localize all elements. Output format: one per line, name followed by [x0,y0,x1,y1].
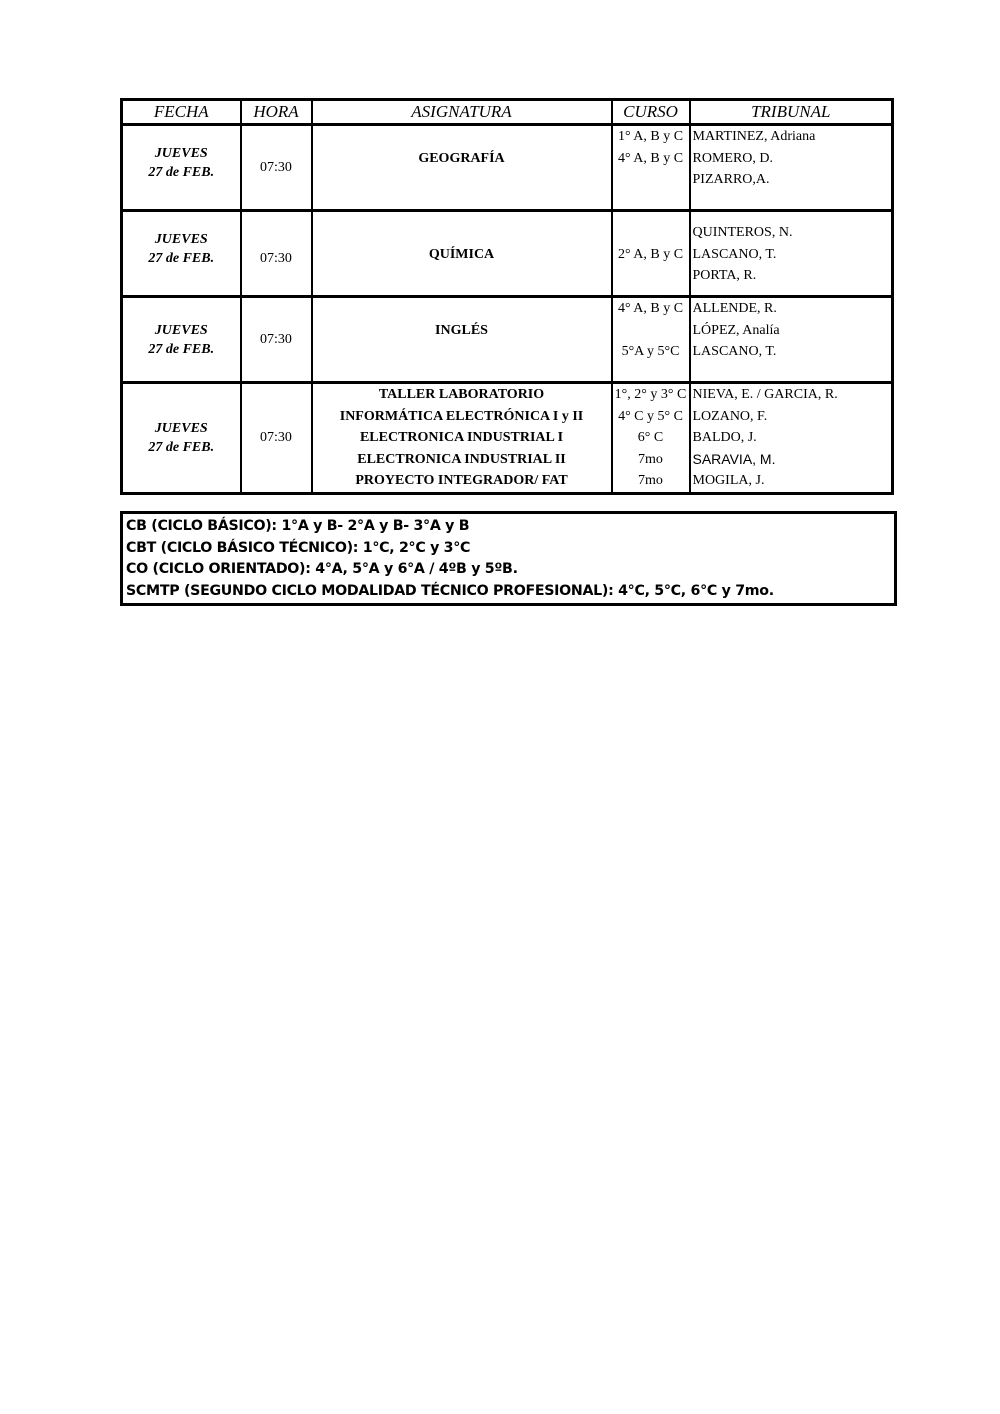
hora-cell: 07:30 [241,297,312,383]
tribunal-line: PORTA, R. [692,268,757,283]
table-row [122,125,893,211]
tribunal-line: ROMERO, D. [692,150,774,166]
tribunal-line: LASCANO, T. [692,344,777,359]
legend-line-scmtp: SCMTP (SEGUNDO CICLO MODALIDAD TÉCNICO PROFESIONAL): 4°C, 5°C, 6°C y 7mo. [126,582,774,599]
exam-schedule-table [120,98,894,495]
fecha-date: 27 de FEB. [148,164,215,180]
header-tribunal: TRIBUNAL [690,100,893,125]
curso-cell [612,297,690,383]
hora-value: 07:30 [260,250,292,266]
fecha-cell [122,211,241,297]
curso-cell [612,383,690,494]
curso-line: 5°A y 5°C [621,344,680,359]
tribunal-line: LASCANO, T. [692,246,777,262]
curso-line [613,265,689,287]
tribunal-line: PIZARRO,A. [692,172,770,187]
asignatura-line [313,222,611,244]
tribunal-line: LOZANO, F. [692,408,768,424]
legend-line-co: CO (CICLO ORIENTADO): 4°A, 5°A y 6°A / 4ºB y 5ºB. [126,561,518,577]
fecha-date: 27 de FEB. [148,250,215,266]
asignatura-line: ELECTRONICA INDUSTRIAL II [357,451,566,467]
asignatura-line [313,169,611,191]
fecha-cell [122,383,241,494]
tribunal-line: SARAVIA, M. [692,450,776,467]
table-row [122,297,893,383]
hora-cell [241,211,312,297]
hora-cell: 07:30 [241,125,312,211]
curso-line: 4° A, B y C [617,301,684,316]
header-curso: CURSO [612,100,690,125]
curso-line: 7mo [638,473,663,488]
curso-line: 2° A, B y C [617,246,684,262]
curso-line: 1°, 2° y 3° C [614,387,687,402]
tribunal-line: QUINTEROS, N. [692,225,793,240]
asignatura-cell [312,383,612,494]
curso-line: 6° C [637,430,664,445]
table-row [122,383,893,494]
asignatura-line: INFORMÁTICA ELECTRÓNICA I y II [339,408,584,424]
fecha-cell [122,297,241,383]
legend-line-cbt: CBT (CICLO BÁSICO TÉCNICO): 1°C, 2°C y 3°C [126,539,471,556]
tribunal-line: BALDO, J. [692,430,757,445]
fecha-day: JUEVES [154,231,208,247]
asignatura-line [313,126,611,148]
tribunal-line: MARTINEZ, Adriana [692,129,816,144]
curso-line [613,320,689,342]
tribunal-line: MOGILA, J. [692,473,765,488]
table-header-row [122,100,893,125]
curso-line: 4° A, B y C [617,150,684,166]
tribunal-line: ALLENDE, R. [692,301,777,316]
curso-line: 4° C y 5° C [618,408,683,424]
header-asignatura: ASIGNATURA [312,100,612,125]
tribunal-cell [690,383,893,494]
fecha-date: 27 de FEB. [148,439,215,455]
asignatura-cell [312,211,612,297]
fecha-day: JUEVES [154,420,208,436]
fecha-date: 27 de FEB. [148,341,215,357]
tribunal-cell [690,211,893,297]
curso-line: 1° A, B y C [617,129,684,144]
curso-cell [612,211,690,297]
fecha-cell [122,125,241,211]
asignatura-line: QUÍMICA [428,246,495,262]
curso-line [613,222,689,244]
header-fecha: FECHA [122,100,241,125]
asignatura-cell [312,125,612,211]
legend-line-cb: CB (CICLO BÁSICO): 1°A y B- 2°A y B- 3°A y B [126,518,470,534]
asignatura-line: ELECTRONICA INDUSTRIAL I [359,430,564,445]
curso-line [613,169,689,191]
asignatura-line [313,298,611,320]
asignatura-cell [312,297,612,383]
tribunal-line: NIEVA, E. / GARCIA, R. [692,387,838,402]
asignatura-line: TALLER LABORATORIO [378,387,545,402]
hora-cell: 07:30 [241,383,312,494]
asignatura-line [313,341,611,363]
table-row [122,211,893,297]
tribunal-line: LÓPEZ, Analía [692,322,780,338]
tribunal-cell [690,125,893,211]
curso-line: 7mo [638,451,663,467]
fecha-day: JUEVES [154,145,208,161]
asignatura-line: GEOGRAFÍA [418,150,505,166]
fecha-day: JUEVES [154,322,208,338]
cycle-legend-box [120,511,897,606]
header-hora: HORA [241,100,312,125]
asignatura-line: PROYECTO INTEGRADOR/ FAT [355,473,568,488]
asignatura-line [313,265,611,287]
asignatura-line: INGLÉS [435,322,488,338]
tribunal-cell [690,297,893,383]
curso-cell [612,125,690,211]
